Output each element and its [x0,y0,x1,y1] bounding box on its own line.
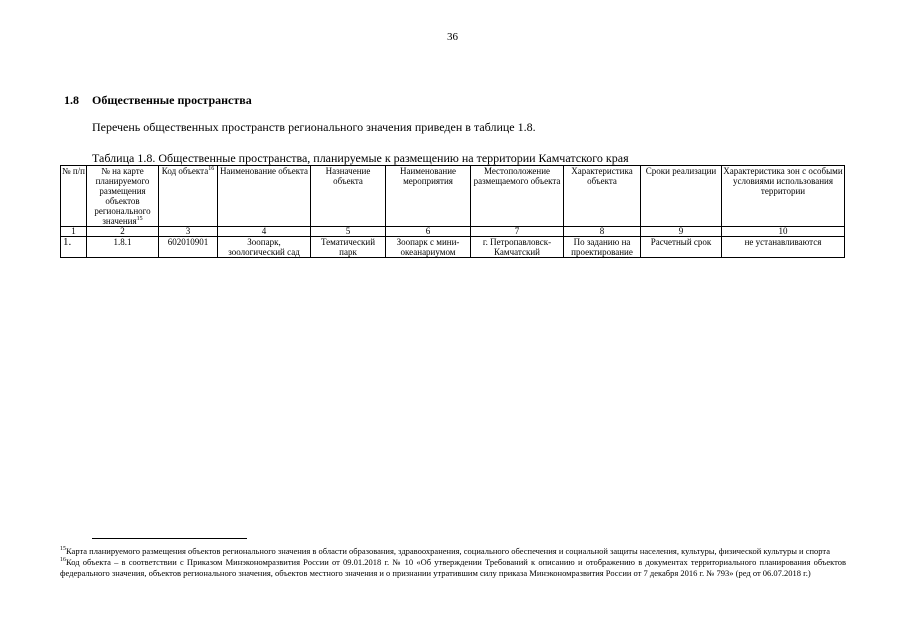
table-cell: 602010901 [159,237,218,258]
column-number-cell: 8 [564,227,641,237]
column-number-cell: 10 [722,227,845,237]
header-cell: Местоположение размещаемого объекта [471,166,564,227]
footnote: $^{15}$Карта планируемого размещения объектов регионального значения в области образования, здравоохранения, социального обеспечения и социальной защиты населения, культуры, физической культуры и спорта [60,546,831,556]
header-cell: Наименование объекта [218,166,311,227]
table-header-row [61,166,845,227]
section-heading [64,93,252,108]
header-cell: № на карте планируемого размещения объектов регионального значения$^{15}$ [87,166,159,227]
intro-paragraph: Перечень общественных пространств регионального значения приведен в таблице 1.8. [92,120,536,134]
column-number-cell: 4 [218,227,311,237]
table-cell: Расчетный срок [641,237,722,258]
section-title: Общественные пространства [92,93,252,107]
header-cell: Наименование мероприятия [386,166,471,227]
header-cell: Код объекта$^{16}$ [159,166,218,227]
public-spaces-table [60,165,845,258]
column-number-cell: 2 [87,227,159,237]
section-number: 1.8 [64,93,79,107]
table-cell: Тематический парк [311,237,386,258]
table-cell: г. Петропавловск-Камчатский [471,237,564,258]
table-cell: По заданию на проектирование [564,237,641,258]
header-cell: № п/п [61,166,87,227]
column-number-cell: 7 [471,227,564,237]
column-number-cell: 5 [311,227,386,237]
column-number-cell: 1 [61,227,87,237]
footnotes [60,546,846,579]
header-cell: Сроки реализации [641,166,722,227]
footnote-marker: 15 [60,546,66,553]
column-number-row [61,227,845,237]
page-number: 36 [447,31,458,43]
table-cell: 1.8.1 [87,237,159,258]
header-cell: Характеристика зон с особыми условиями использования территории [722,166,845,227]
table-cell: Зоопарк, зоологический сад [218,237,311,258]
column-number-cell: 6 [386,227,471,237]
column-number-cell: 3 [159,227,218,237]
footnote: $^{16}$Код объекта – в соответствии с Приказом Минэкономразвития России от 09.01.2018 г. № 10 «Об утверждении Требований к описанию и отображению в документах территориального планирования объектов федерального значения, объектов регионального значения, объектов местного значения и о признании утратившим силу приказа Минэкономразвития России от 7 декабря 2016 г. № 793» (ред от 06.07.2018 г.) [60,557,846,578]
table-cell: не устанавливаются [722,237,845,258]
table-caption: Таблица 1.8. Общественные пространства, планируемые к размещению на территории Камчатского края [92,151,629,165]
table-cell: Зоопарк с мини-океанариумом [386,237,471,258]
header-cell: Назначение объекта [311,166,386,227]
column-number-cell: 9 [641,227,722,237]
header-cell: Характеристика объекта [564,166,641,227]
footnote-marker: 16 [60,557,66,564]
table-cell: 1. [61,237,87,258]
footnote-separator [92,538,247,539]
table-row [61,237,845,258]
